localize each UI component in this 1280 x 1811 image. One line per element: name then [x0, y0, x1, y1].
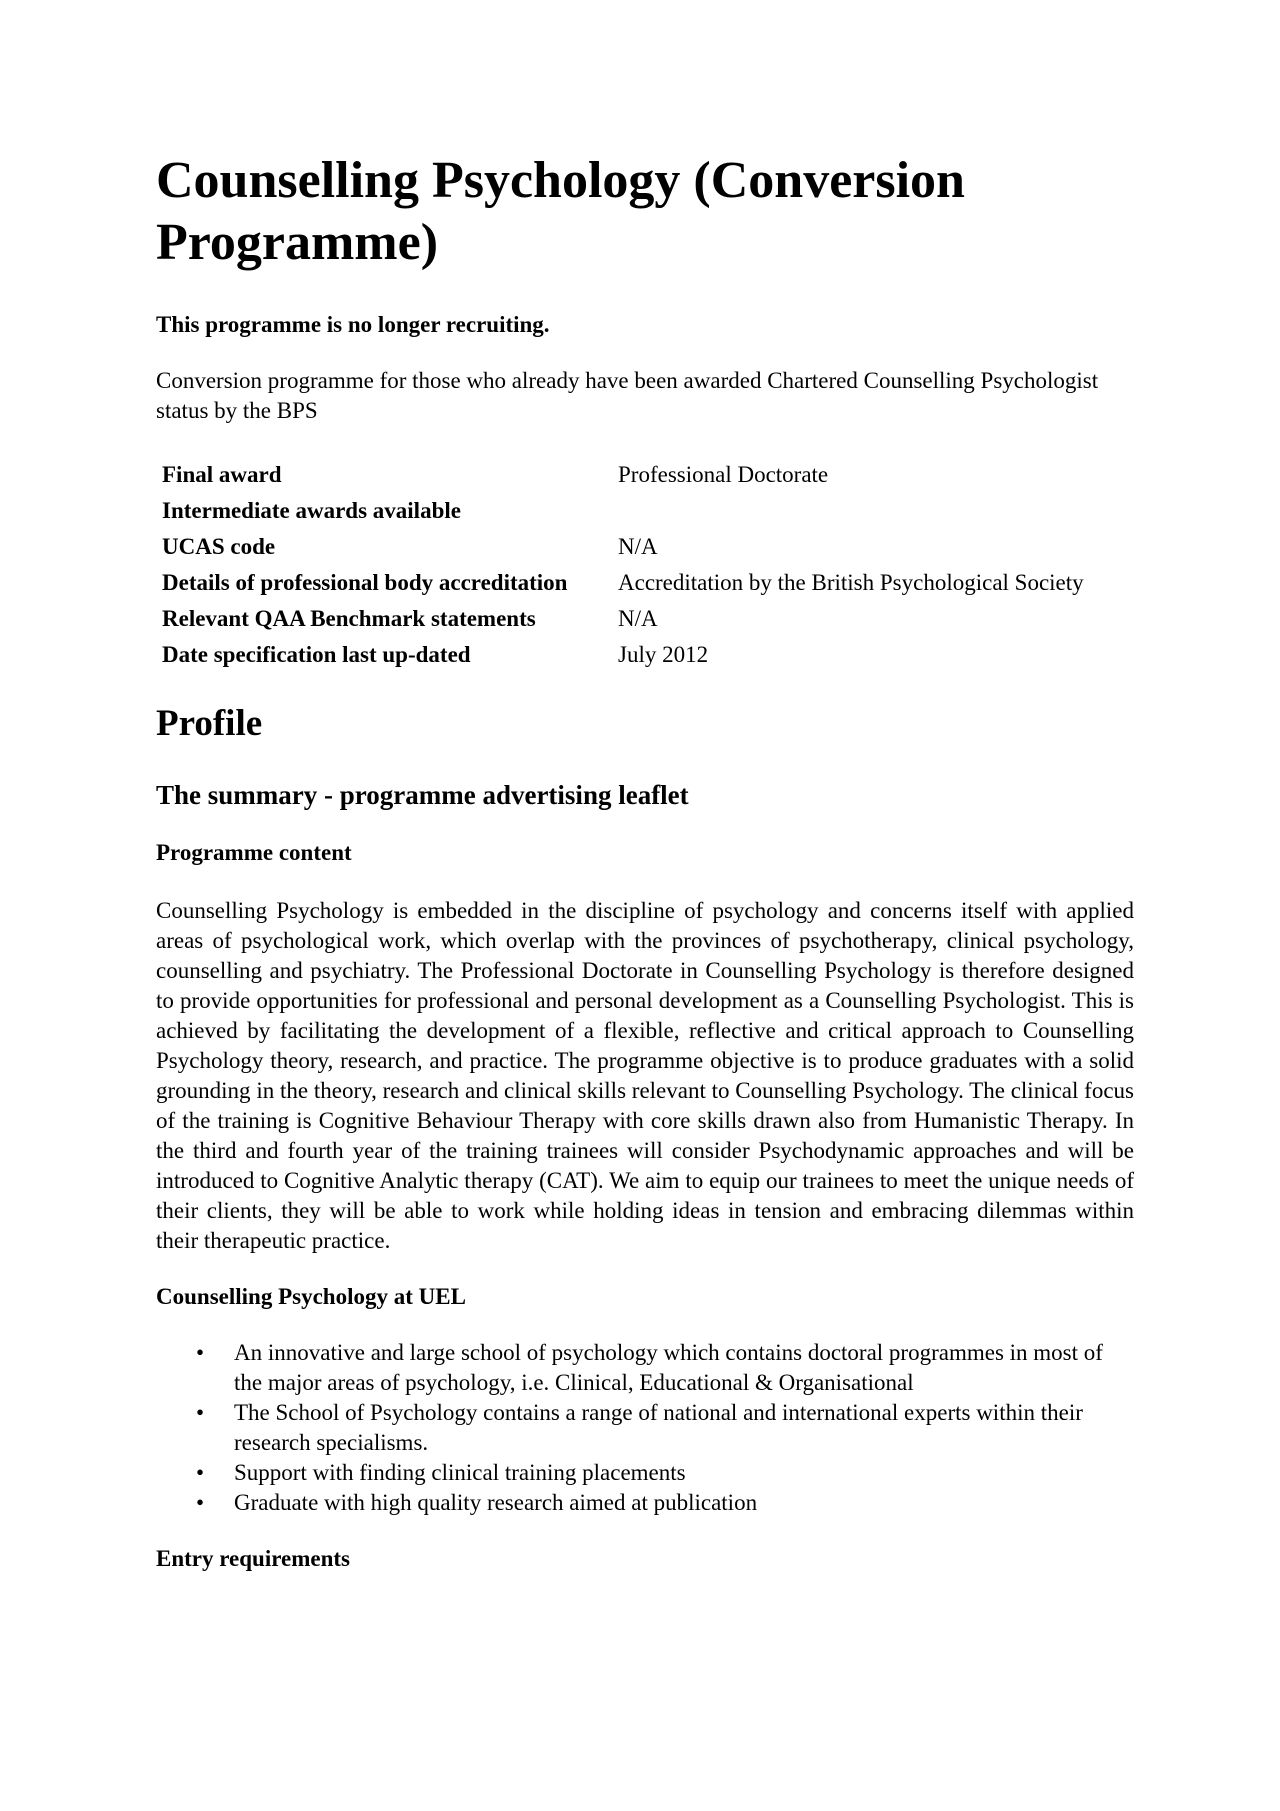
uel-heading: Counselling Psychology at UEL	[156, 1284, 466, 1309]
list-item-text: An innovative and large school of psychology which contains doctoral programmes in most of the major areas of psychology, i.e. Clinical, Educational & Organisational	[234, 1340, 1103, 1395]
profile-heading: Profile	[156, 703, 263, 744]
detail-value: Professional Doctorate	[618, 462, 829, 487]
detail-value: Accreditation by the British Psychological Society	[618, 570, 1084, 595]
bullet-icon: •	[196, 1400, 205, 1425]
table-row	[158, 460, 1084, 496]
list-item	[156, 1338, 1134, 1398]
list-item	[156, 1458, 1134, 1488]
list-item	[156, 1398, 1134, 1458]
bullet-icon: •	[196, 1460, 205, 1485]
detail-label: Intermediate awards available	[162, 498, 461, 523]
detail-label: UCAS code	[162, 534, 276, 559]
programme-content-heading: Programme content	[156, 840, 352, 865]
detail-label: Relevant QAA Benchmark statements	[162, 606, 536, 631]
list-item-text: Support with finding clinical training placements	[234, 1460, 686, 1485]
table-row	[158, 604, 1084, 640]
document-content	[156, 150, 1134, 1574]
programme-content-paragraph: Counselling Psychology is embedded in the discipline of psychology and concerns itself with applied areas of psychological work, which overlap with the provinces of psychotherapy, clinical psychology, counselling and psychiatry. The Professional Doctorate in Counselling Psychology is therefore designed to provide opportunities for professional and personal development as a Counselling Psychologist. This is achieved by facilitating the development of a flexible, reflective and critical approach to Counselling Psychology theory, research, and practice. The programme objective is to produce graduates with a solid grounding in the theory, research and clinical skills relevant to Counselling Psychology. The clinical focus of the training is Cognitive Behaviour Therapy with core skills drawn also from Humanistic Therapy. In the third and fourth year of the training trainees will consider Psychodynamic approaches and will be introduced to Cognitive Analytic therapy (CAT). We aim to equip our trainees to meet the unique needs of their clients, they will be able to work while holding ideas in tension and embracing dilemmas within their therapeutic practice.	[156, 898, 1134, 1253]
recruiting-notice: This programme is no longer recruiting.	[156, 312, 550, 337]
bullet-icon: •	[196, 1340, 205, 1365]
page-title: Counselling Psychology (Conversion Programme)	[156, 152, 965, 271]
list-item	[156, 1488, 1134, 1518]
list-item-text: Graduate with high quality research aimed at publication	[234, 1490, 758, 1515]
table-row	[158, 496, 1084, 532]
bullet-icon: •	[196, 1490, 205, 1515]
summary-heading: The summary - programme advertising leaflet	[156, 780, 689, 810]
uel-bullet-list	[156, 1338, 1134, 1518]
detail-value: N/A	[618, 534, 658, 559]
detail-value	[618, 496, 1084, 532]
table-row	[158, 568, 1084, 604]
table-row	[158, 532, 1084, 568]
programme-details-table	[158, 460, 1084, 676]
detail-label: Final award	[162, 462, 282, 487]
list-item-text: The School of Psychology contains a range of national and international experts within their research specialisms.	[234, 1400, 1083, 1455]
detail-value: N/A	[618, 606, 658, 631]
intro-text: Conversion programme for those who already have been awarded Chartered Counselling Psychologist status by the BPS	[156, 368, 1099, 423]
entry-requirements-heading: Entry requirements	[156, 1546, 350, 1571]
detail-value: July 2012	[618, 642, 709, 667]
detail-label: Date specification last up-dated	[162, 642, 471, 667]
table-row	[158, 640, 1084, 676]
detail-label: Details of professional body accreditation	[162, 570, 568, 595]
